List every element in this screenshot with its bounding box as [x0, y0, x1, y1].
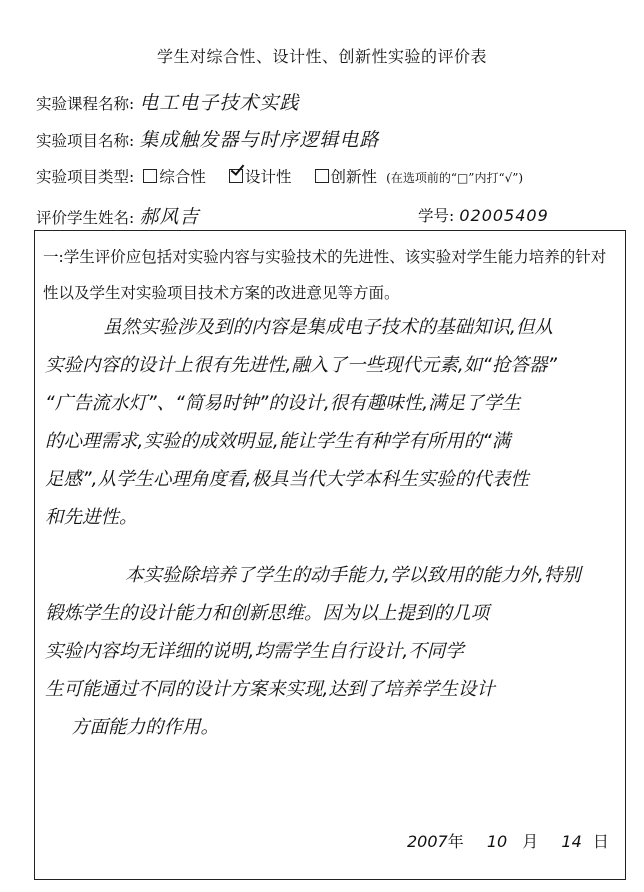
student-id-value: 02005409 — [459, 206, 549, 225]
option-label: 创新性 — [330, 168, 378, 186]
page-title: 学生对综合性、设计性、创新性实验的评价表 — [156, 47, 487, 66]
student-id-row — [418, 204, 549, 226]
date-year: 2007 — [407, 832, 448, 851]
date-month: 10 — [486, 832, 508, 851]
project-label: 实验项目名称: — [36, 132, 135, 150]
course-label: 实验课程名称: — [36, 95, 135, 113]
type-note: (在选项前的“□”内打“√”) — [386, 171, 524, 185]
type-row — [36, 165, 523, 187]
evaluation-box — [34, 230, 626, 880]
paragraph2-line: 本实验除培养了学生的动手能力,学以致用的能力外,特别 — [125, 565, 581, 586]
student-name-label: 评价学生姓名: — [36, 209, 135, 227]
checkbox-design[interactable] — [229, 169, 243, 183]
paragraph2-line: 实验内容均无详细的说明,均需学生自行设计,不同学 — [45, 641, 464, 662]
paragraph1-line: 虽然实验涉及到的内容是集成电子技术的基础知识,但从 — [103, 317, 553, 338]
paragraph1-line: 足感”,从学生心理角度看,极具当代大学本科生实验的代表性 — [45, 469, 529, 490]
paragraph1-line: “广告流水灯”、“简易时钟”的设计,很有趣味性,满足了学生 — [45, 393, 521, 414]
date-day: 14 — [561, 832, 582, 851]
type-option-innovative[interactable] — [315, 167, 383, 186]
checkbox-innovative[interactable] — [315, 169, 329, 183]
type-label: 实验项目类型: — [36, 168, 135, 186]
course-value: 电工电子技术实践 — [139, 92, 300, 114]
paragraph1-line: 实验内容的设计上很有先进性,融入了一些现代元素,如“抢答器” — [45, 355, 557, 376]
student-row — [36, 202, 199, 229]
date-year-unit: 年 — [447, 832, 464, 851]
paragraph1-line: 的心理需求,实验的成效明显,能让学生有种学有所用的“满 — [45, 431, 511, 452]
date-month-unit: 月 — [522, 832, 539, 851]
option-label: 综合性 — [159, 168, 206, 186]
evaluation-date — [407, 829, 609, 852]
course-row — [36, 88, 299, 115]
student-name-value: 郝风吉 — [139, 206, 200, 228]
student-id-label: 学号: — [418, 207, 455, 225]
project-row — [36, 125, 379, 152]
option-label: 设计性 — [244, 168, 292, 186]
paragraph2-line: 生可能通过不同的设计方案来实现,达到了培养学生设计 — [45, 679, 495, 700]
type-option-design[interactable] — [229, 167, 297, 186]
checkbox-comprehensive[interactable] — [143, 169, 157, 183]
guide-text: 一:学生评价应包括对实验内容与实验技术的先进性、该实验对学生能力培养的针对性以及学生对实验项目技术方案的改进意见等方面。 — [43, 248, 607, 302]
date-day-unit: 日 — [592, 832, 609, 851]
paragraph2-line: 方面能力的作用。 — [71, 717, 220, 738]
paragraph1-line: 和先进性。 — [45, 507, 138, 528]
project-value: 集成触发器与时序逻辑电路 — [139, 129, 380, 151]
paragraph2-line: 锻炼学生的设计能力和创新思维。因为以上提到的几项 — [45, 603, 490, 624]
type-option-comprehensive[interactable] — [143, 167, 211, 186]
